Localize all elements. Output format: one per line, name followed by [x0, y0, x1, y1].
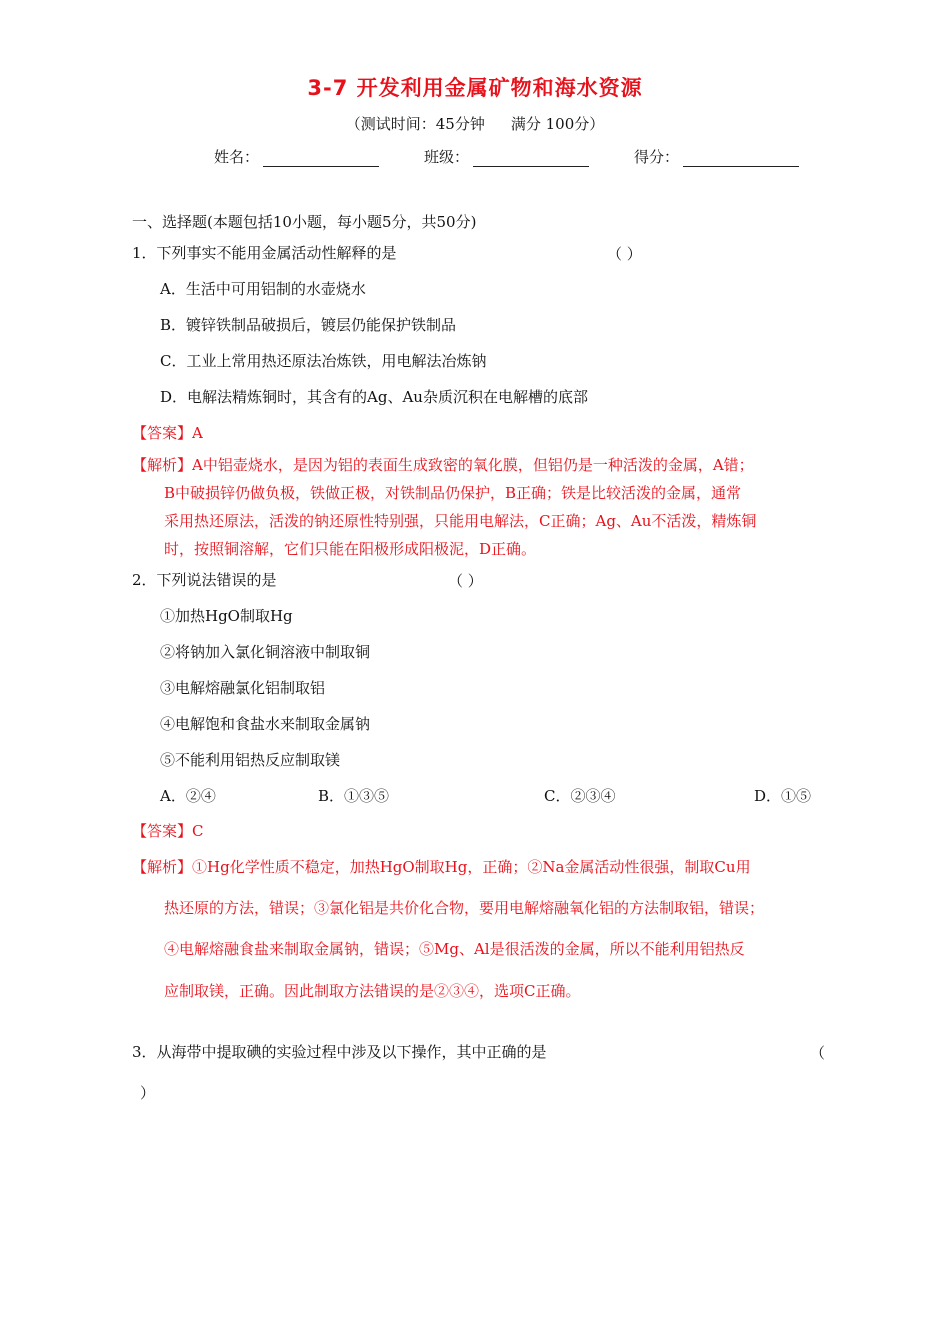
q1-analysis-line: B中破损锌仍做负极，铁做正极，对铁制品仍保护，B正确；铁是比较活泼的金属，通常 — [164, 484, 742, 502]
q2-analysis-line: 热还原的方法，错误；③氯化铝是共价化合物，要用电解熔融氧化铝的方法制取铝，错误； — [164, 899, 765, 917]
q2-option-b: B．①③⑤ — [318, 787, 390, 805]
q1-answer-bracket: （ ） — [607, 245, 642, 263]
q1-option-d: D．电解法精炼铜时，其含有的Ag、Au杂质沉积在电解槽的底部 — [160, 388, 588, 406]
q3-bracket-open: （ — [810, 1044, 826, 1062]
q2-analysis-line: 【解析】①Hg化学性质不稳定，加热HgO制取Hg，正确；②Na金属活动性很强，制取Cu用 — [132, 858, 751, 876]
full-score: 满分 100分） — [510, 115, 605, 133]
q1-analysis-line: 时，按照铜溶解，它们只能在阳极形成阳极泥，D正确。 — [164, 540, 537, 558]
name-field[interactable]: 姓名： — [214, 146, 379, 167]
q2-analysis-line: 应制取镁，正确。因此制取方法错误的是②③④，选项C正确。 — [164, 982, 581, 1000]
q1-stem: 1．下列事实不能用金属活动性解释的是 — [132, 244, 397, 262]
q2-item: ①加热HgO制取Hg — [160, 607, 293, 625]
q1-option-a: A．生活中可用铝制的水壶烧水 — [160, 280, 366, 298]
q1-option-b: B．镀锌铁制品破损后，镀层仍能保护铁制品 — [160, 316, 457, 334]
q2-answer — [132, 821, 204, 841]
class-field[interactable]: 班级： — [424, 146, 589, 167]
q1-option-c: C．工业上常用热还原法冶炼铁，用电解法冶炼钠 — [160, 352, 487, 370]
analysis-label: 【解析】 — [132, 456, 193, 474]
q2-analysis-line: ④电解熔融食盐来制取金属钠，错误；⑤Mg、Al是很活泼的金属，所以不能利用铝热反 — [164, 940, 745, 958]
name-blank[interactable] — [263, 148, 379, 167]
score-field[interactable]: 得分： — [634, 146, 799, 167]
q2-option-a: A．②④ — [160, 787, 216, 805]
q1-analysis-line: 【解析】A中铝壶烧水，是因为铝的表面生成致密的氧化膜，但铝仍是一种活泼的金属，A错； — [132, 456, 754, 474]
q2-item: ④电解饱和食盐水来制取金属钠 — [160, 715, 371, 733]
analysis-label: 【解析】 — [132, 858, 193, 876]
q2-item: ⑤不能利用铝热反应制取镁 — [160, 751, 341, 769]
q1-answer — [132, 423, 203, 443]
answer-value: A — [192, 424, 203, 442]
q2-option-c: C．②③④ — [544, 787, 616, 805]
page-title: 3-7 开发利用金属矿物和海水资源 — [307, 76, 643, 100]
q1-analysis-line: 采用热还原法，活泼的钠还原性特别强，只能用电解法，C正确；Ag、Au不活泼，精炼铜 — [164, 512, 757, 530]
answer-value: C — [192, 822, 204, 840]
q3-stem: 3．从海带中提取碘的实验过程中涉及以下操作，其中正确的是 — [132, 1043, 547, 1061]
test-time: （测试时间：45分钟 — [345, 115, 485, 133]
answer-label: 【答案】 — [132, 424, 193, 442]
section-heading: 一、选择题(本题包括10小题，每小题5分，共50分) — [132, 213, 477, 231]
test-info — [0, 113, 950, 134]
score-blank[interactable] — [683, 148, 799, 167]
q2-answer-bracket: （ ） — [448, 572, 483, 590]
q3-bracket-close: ） — [140, 1084, 156, 1102]
q2-item: ③电解熔融氯化铝制取铝 — [160, 679, 326, 697]
q2-item: ②将钠加入氯化铜溶液中制取铜 — [160, 643, 371, 661]
answer-label: 【答案】 — [132, 822, 193, 840]
class-blank[interactable] — [473, 148, 589, 167]
q2-option-d: D．①⑤ — [754, 787, 812, 805]
q2-stem: 2．下列说法错误的是 — [132, 571, 277, 589]
